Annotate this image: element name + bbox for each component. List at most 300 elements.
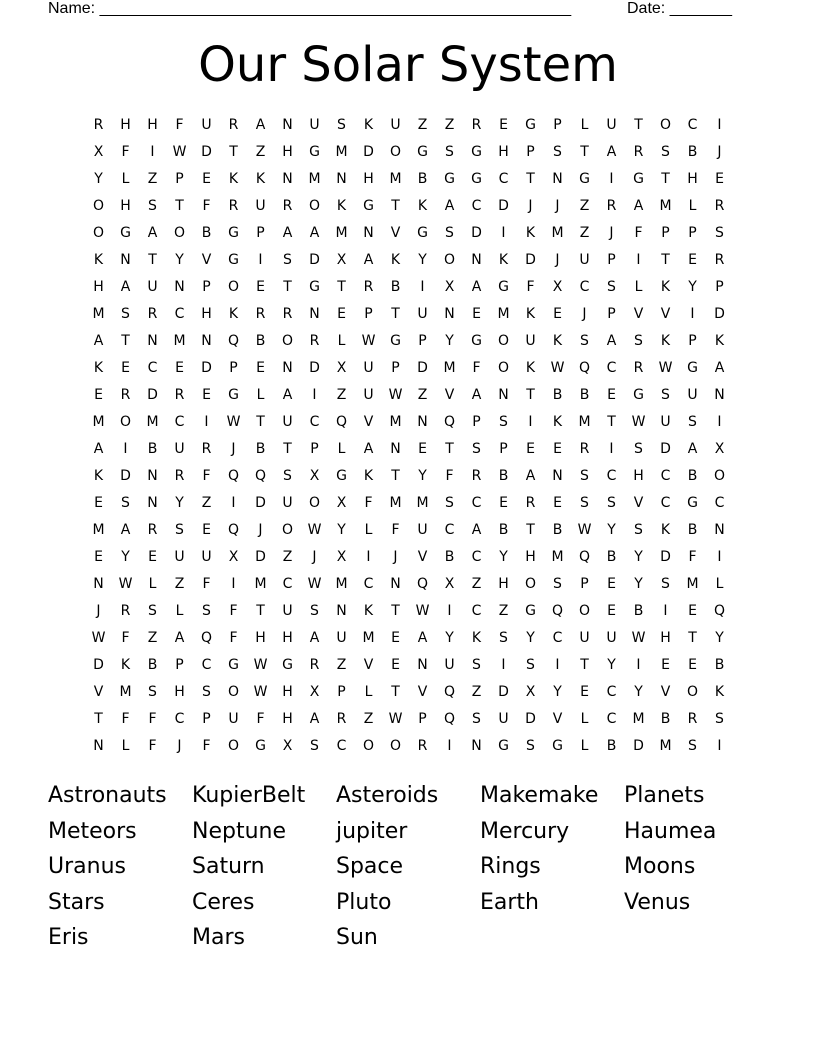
grid-letter[interactable]: N (498, 387, 509, 403)
grid-letter[interactable]: P (256, 225, 265, 241)
grid-letter[interactable]: M (335, 576, 348, 592)
grid-letter[interactable]: G (336, 468, 347, 484)
grid-letter[interactable]: H (633, 468, 644, 484)
grid-letter[interactable]: E (418, 441, 427, 457)
grid-letter[interactable]: J (231, 441, 236, 457)
grid-letter[interactable]: R (417, 738, 428, 754)
grid-letter[interactable]: O (389, 144, 402, 160)
grid-letter[interactable]: T (661, 171, 670, 187)
grid-letter[interactable]: C (363, 576, 374, 592)
grid-letter[interactable]: P (202, 711, 211, 727)
grid-letter[interactable]: O (389, 738, 402, 754)
grid-letter[interactable]: Z (255, 144, 266, 160)
grid-letter[interactable]: G (498, 279, 509, 295)
grid-letter[interactable]: U (606, 117, 617, 133)
grid-letter[interactable]: E (175, 360, 184, 376)
grid-letter[interactable]: F (202, 468, 211, 484)
grid-letter[interactable]: S (580, 495, 589, 511)
grid-letter[interactable]: B (498, 468, 509, 484)
grid-letter[interactable]: U (228, 711, 239, 727)
grid-letter[interactable]: G (228, 225, 239, 241)
grid-letter[interactable]: J (555, 252, 560, 268)
grid-letter[interactable]: F (202, 576, 211, 592)
grid-letter[interactable]: T (391, 198, 400, 214)
grid-letter[interactable]: T (283, 441, 292, 457)
grid-letter[interactable]: H (282, 630, 293, 646)
grid-letter[interactable]: A (120, 279, 131, 295)
grid-letter[interactable]: D (525, 252, 536, 268)
grid-letter[interactable]: R (687, 711, 698, 727)
grid-letter[interactable]: N (336, 603, 347, 619)
grid-letter[interactable]: X (714, 441, 725, 457)
grid-letter[interactable]: R (255, 306, 266, 322)
grid-letter[interactable]: J (177, 738, 182, 754)
grid-letter[interactable]: S (499, 630, 508, 646)
grid-letter[interactable]: Q (335, 414, 348, 430)
grid-letter[interactable]: W (118, 576, 133, 592)
grid-letter[interactable]: W (388, 711, 403, 727)
grid-letter[interactable]: Y (175, 252, 184, 268)
grid-letter[interactable]: N (282, 360, 293, 376)
grid-letter[interactable]: G (363, 198, 374, 214)
grid-letter[interactable]: G (417, 144, 428, 160)
date-field-label[interactable]: Date: _______ (627, 0, 732, 17)
grid-letter[interactable]: P (607, 252, 616, 268)
grid-letter[interactable]: C (471, 495, 482, 511)
grid-letter[interactable]: N (471, 738, 482, 754)
grid-letter[interactable]: T (445, 441, 454, 457)
grid-letter[interactable]: E (526, 441, 535, 457)
grid-letter[interactable]: T (391, 306, 400, 322)
grid-letter[interactable]: E (553, 306, 562, 322)
grid-letter[interactable]: G (633, 387, 644, 403)
grid-letter[interactable]: V (93, 684, 104, 700)
grid-letter[interactable]: U (525, 333, 536, 349)
grid-letter[interactable]: N (336, 171, 347, 187)
grid-letter[interactable]: K (417, 198, 428, 214)
grid-letter[interactable]: Z (579, 198, 590, 214)
grid-letter[interactable]: C (201, 657, 212, 673)
grid-letter[interactable]: L (364, 684, 373, 700)
grid-letter[interactable]: Q (227, 333, 240, 349)
grid-letter[interactable]: G (471, 171, 482, 187)
grid-letter[interactable]: Y (688, 279, 697, 295)
grid-letter[interactable]: E (202, 522, 211, 538)
grid-letter[interactable]: G (687, 495, 698, 511)
grid-letter[interactable]: O (281, 333, 294, 349)
grid-letter[interactable]: B (687, 468, 698, 484)
grid-letter[interactable]: Q (200, 630, 213, 646)
grid-letter[interactable]: D (633, 738, 644, 754)
grid-letter[interactable]: T (391, 684, 400, 700)
name-field-label[interactable]: Name: _____________________________________________________ (48, 0, 572, 17)
grid-letter[interactable]: R (93, 117, 104, 133)
grid-letter[interactable]: D (498, 684, 509, 700)
grid-letter[interactable]: P (715, 279, 724, 295)
grid-letter[interactable]: S (688, 414, 697, 430)
grid-letter[interactable]: O (362, 738, 375, 754)
grid-letter[interactable]: J (717, 144, 722, 160)
grid-letter[interactable]: A (120, 522, 131, 538)
grid-letter[interactable]: U (390, 117, 401, 133)
grid-letter[interactable]: N (93, 576, 104, 592)
grid-letter[interactable]: E (256, 279, 265, 295)
grid-letter[interactable]: K (498, 252, 509, 268)
grid-letter[interactable]: S (634, 441, 643, 457)
grid-letter[interactable]: W (388, 387, 403, 403)
grid-letter[interactable]: P (499, 441, 508, 457)
grid-letter[interactable]: T (580, 657, 589, 673)
grid-letter[interactable]: O (497, 333, 510, 349)
grid-letter[interactable]: H (120, 117, 131, 133)
grid-letter[interactable]: U (147, 279, 158, 295)
grid-letter[interactable]: R (606, 198, 617, 214)
grid-letter[interactable]: I (420, 279, 425, 295)
grid-letter[interactable]: N (147, 495, 158, 511)
grid-letter[interactable]: T (391, 468, 400, 484)
grid-letter[interactable]: C (471, 198, 482, 214)
grid-letter[interactable]: V (633, 495, 644, 511)
grid-letter[interactable]: A (282, 387, 293, 403)
grid-letter[interactable]: I (150, 144, 155, 160)
grid-letter[interactable]: S (715, 711, 724, 727)
grid-letter[interactable]: G (525, 603, 536, 619)
grid-letter[interactable]: N (282, 171, 293, 187)
grid-letter[interactable]: B (579, 387, 590, 403)
grid-letter[interactable]: X (336, 495, 347, 511)
grid-letter[interactable]: F (526, 279, 535, 295)
grid-letter[interactable]: U (498, 711, 509, 727)
grid-letter[interactable]: O (227, 279, 240, 295)
grid-letter[interactable]: H (498, 576, 509, 592)
grid-letter[interactable]: G (525, 117, 536, 133)
grid-letter[interactable]: B (498, 522, 509, 538)
grid-letter[interactable]: S (202, 684, 211, 700)
grid-letter[interactable]: S (526, 738, 535, 754)
grid-letter[interactable]: A (147, 225, 158, 241)
grid-letter[interactable]: C (471, 603, 482, 619)
grid-letter[interactable]: R (471, 468, 482, 484)
grid-letter[interactable]: O (308, 495, 321, 511)
grid-letter[interactable]: G (444, 171, 455, 187)
grid-letter[interactable]: G (228, 387, 239, 403)
grid-letter[interactable]: A (444, 198, 455, 214)
grid-letter[interactable]: K (660, 333, 671, 349)
grid-letter[interactable]: Q (227, 522, 240, 538)
grid-letter[interactable]: W (172, 144, 187, 160)
grid-letter[interactable]: M (551, 225, 564, 241)
grid-letter[interactable]: N (282, 117, 293, 133)
grid-letter[interactable]: P (364, 306, 373, 322)
grid-letter[interactable]: R (633, 144, 644, 160)
grid-letter[interactable]: B (552, 522, 563, 538)
grid-letter[interactable]: Q (227, 468, 240, 484)
grid-letter[interactable]: L (715, 576, 724, 592)
grid-letter[interactable]: O (308, 198, 321, 214)
grid-letter[interactable]: H (525, 549, 536, 565)
grid-letter[interactable]: I (609, 441, 614, 457)
grid-letter[interactable]: G (390, 333, 401, 349)
grid-letter[interactable]: S (607, 495, 616, 511)
grid-letter[interactable]: M (632, 711, 645, 727)
grid-letter[interactable]: W (415, 603, 430, 619)
grid-letter[interactable]: Z (147, 171, 158, 187)
grid-letter[interactable]: S (472, 711, 481, 727)
grid-letter[interactable]: E (607, 576, 616, 592)
grid-letter[interactable]: S (607, 279, 616, 295)
grid-letter[interactable]: C (174, 306, 185, 322)
grid-letter[interactable]: G (417, 225, 428, 241)
grid-letter[interactable]: E (499, 117, 508, 133)
grid-letter[interactable]: E (391, 657, 400, 673)
grid-letter[interactable]: Y (553, 684, 562, 700)
grid-letter[interactable]: U (363, 387, 374, 403)
grid-letter[interactable]: V (660, 306, 671, 322)
grid-letter[interactable]: D (201, 360, 212, 376)
grid-letter[interactable]: U (201, 117, 212, 133)
grid-letter[interactable]: U (336, 630, 347, 646)
grid-letter[interactable]: P (553, 117, 562, 133)
grid-letter[interactable]: Q (578, 360, 591, 376)
grid-letter[interactable]: A (714, 360, 725, 376)
grid-letter[interactable]: V (363, 414, 374, 430)
grid-letter[interactable]: Z (363, 711, 374, 727)
grid-letter[interactable]: I (663, 603, 668, 619)
grid-letter[interactable]: G (228, 657, 239, 673)
grid-letter[interactable]: V (417, 549, 428, 565)
grid-letter[interactable]: F (472, 360, 481, 376)
grid-letter[interactable]: N (714, 387, 725, 403)
grid-letter[interactable]: K (336, 198, 347, 214)
grid-letter[interactable]: H (363, 171, 374, 187)
grid-letter[interactable]: Y (418, 468, 427, 484)
grid-letter[interactable]: D (714, 306, 725, 322)
grid-letter[interactable]: E (94, 495, 103, 511)
grid-letter[interactable]: S (472, 657, 481, 673)
grid-letter[interactable]: T (661, 252, 670, 268)
grid-letter[interactable]: O (686, 684, 699, 700)
grid-letter[interactable]: N (363, 225, 374, 241)
grid-letter[interactable]: F (364, 495, 373, 511)
grid-letter[interactable]: F (229, 603, 238, 619)
grid-letter[interactable]: A (309, 630, 320, 646)
grid-letter[interactable]: R (228, 117, 239, 133)
grid-letter[interactable]: O (443, 252, 456, 268)
grid-letter[interactable]: B (255, 333, 266, 349)
grid-letter[interactable]: X (309, 468, 320, 484)
grid-letter[interactable]: E (256, 360, 265, 376)
grid-letter[interactable]: U (444, 657, 455, 673)
grid-letter[interactable]: J (555, 198, 560, 214)
grid-letter[interactable]: I (555, 657, 560, 673)
grid-letter[interactable]: O (578, 603, 591, 619)
grid-letter[interactable]: S (715, 225, 724, 241)
grid-letter[interactable]: W (577, 522, 592, 538)
grid-letter[interactable]: C (660, 495, 671, 511)
grid-letter[interactable]: E (607, 603, 616, 619)
grid-letter[interactable]: L (337, 333, 346, 349)
grid-letter[interactable]: H (282, 711, 293, 727)
grid-letter[interactable]: S (310, 738, 319, 754)
grid-letter[interactable]: N (714, 522, 725, 538)
grid-letter[interactable]: W (658, 360, 673, 376)
grid-letter[interactable]: I (528, 414, 533, 430)
grid-letter[interactable]: E (202, 171, 211, 187)
grid-letter[interactable]: F (229, 630, 238, 646)
grid-letter[interactable]: U (687, 387, 698, 403)
grid-letter[interactable]: T (175, 198, 184, 214)
grid-letter[interactable]: E (121, 360, 130, 376)
grid-letter[interactable]: Y (121, 549, 130, 565)
grid-letter[interactable]: R (309, 657, 320, 673)
grid-letter[interactable]: A (309, 225, 320, 241)
grid-letter[interactable]: T (256, 414, 265, 430)
grid-letter[interactable]: Y (175, 495, 184, 511)
grid-letter[interactable]: R (282, 306, 293, 322)
grid-letter[interactable]: A (93, 333, 104, 349)
grid-letter[interactable]: F (445, 468, 454, 484)
grid-letter[interactable]: T (607, 414, 616, 430)
grid-letter[interactable]: L (121, 738, 130, 754)
grid-letter[interactable]: K (363, 117, 374, 133)
grid-letter[interactable]: W (361, 333, 376, 349)
grid-letter[interactable]: M (659, 198, 672, 214)
grid-letter[interactable]: N (147, 333, 158, 349)
grid-letter[interactable]: X (336, 360, 347, 376)
grid-letter[interactable]: Z (417, 117, 428, 133)
grid-letter[interactable]: M (578, 414, 591, 430)
grid-letter[interactable]: F (634, 225, 643, 241)
grid-letter[interactable]: T (526, 387, 535, 403)
grid-letter[interactable]: G (255, 738, 266, 754)
grid-letter[interactable]: C (336, 738, 347, 754)
grid-letter[interactable]: I (231, 495, 236, 511)
grid-letter[interactable]: D (309, 360, 320, 376)
grid-letter[interactable]: Y (499, 549, 508, 565)
grid-letter[interactable]: Y (94, 171, 103, 187)
grid-letter[interactable]: O (281, 522, 294, 538)
grid-letter[interactable]: H (201, 306, 212, 322)
grid-letter[interactable]: Z (336, 387, 347, 403)
grid-letter[interactable]: R (174, 468, 185, 484)
grid-letter[interactable]: T (148, 252, 157, 268)
grid-letter[interactable]: S (553, 576, 562, 592)
grid-letter[interactable]: X (444, 576, 455, 592)
grid-letter[interactable]: N (552, 171, 563, 187)
grid-letter[interactable]: I (690, 306, 695, 322)
grid-letter[interactable]: U (309, 117, 320, 133)
grid-letter[interactable]: I (366, 549, 371, 565)
grid-letter[interactable]: R (120, 387, 131, 403)
grid-letter[interactable]: B (444, 549, 455, 565)
grid-letter[interactable]: W (550, 360, 565, 376)
grid-letter[interactable]: P (337, 684, 346, 700)
grid-letter[interactable]: M (389, 171, 402, 187)
grid-letter[interactable]: G (687, 360, 698, 376)
grid-letter[interactable]: V (444, 387, 455, 403)
grid-letter[interactable]: U (201, 549, 212, 565)
grid-letter[interactable]: U (417, 306, 428, 322)
grid-letter[interactable]: M (389, 495, 402, 511)
grid-letter[interactable]: C (552, 630, 563, 646)
grid-letter[interactable]: K (363, 603, 374, 619)
grid-letter[interactable]: F (148, 738, 157, 754)
grid-letter[interactable]: M (308, 171, 321, 187)
grid-letter[interactable]: L (634, 279, 643, 295)
grid-letter[interactable]: P (310, 441, 319, 457)
grid-letter[interactable]: I (258, 252, 263, 268)
grid-letter[interactable]: L (580, 117, 589, 133)
grid-letter[interactable]: U (363, 360, 374, 376)
grid-letter[interactable]: A (174, 630, 185, 646)
grid-letter[interactable]: O (92, 198, 105, 214)
grid-letter[interactable]: Z (201, 495, 212, 511)
grid-letter[interactable]: S (445, 144, 454, 160)
grid-letter[interactable]: T (526, 522, 535, 538)
grid-letter[interactable]: N (417, 657, 428, 673)
grid-letter[interactable]: Q (416, 576, 429, 592)
grid-letter[interactable]: V (417, 684, 428, 700)
grid-letter[interactable]: G (309, 144, 320, 160)
grid-letter[interactable]: S (148, 603, 157, 619)
grid-letter[interactable]: L (148, 576, 157, 592)
grid-letter[interactable]: V (660, 684, 671, 700)
grid-letter[interactable]: L (175, 603, 184, 619)
grid-letter[interactable]: A (525, 468, 536, 484)
grid-letter[interactable]: U (282, 414, 293, 430)
grid-letter[interactable]: F (256, 711, 265, 727)
grid-letter[interactable]: R (336, 711, 347, 727)
grid-letter[interactable]: X (552, 279, 563, 295)
grid-letter[interactable]: I (231, 576, 236, 592)
grid-letter[interactable]: Y (418, 252, 427, 268)
grid-letter[interactable]: L (121, 171, 130, 187)
grid-letter[interactable]: F (148, 711, 157, 727)
grid-letter[interactable]: B (552, 387, 563, 403)
grid-letter[interactable]: Y (607, 657, 616, 673)
grid-letter[interactable]: G (552, 738, 563, 754)
grid-letter[interactable]: Y (445, 630, 454, 646)
grid-letter[interactable]: A (471, 522, 482, 538)
grid-letter[interactable]: I (717, 738, 722, 754)
grid-letter[interactable]: Z (471, 684, 482, 700)
grid-letter[interactable]: S (580, 468, 589, 484)
grid-letter[interactable]: I (447, 603, 452, 619)
grid-letter[interactable]: U (579, 252, 590, 268)
grid-letter[interactable]: H (687, 171, 698, 187)
grid-letter[interactable]: Q (551, 603, 564, 619)
grid-letter[interactable]: F (121, 144, 130, 160)
grid-letter[interactable]: O (227, 738, 240, 754)
grid-letter[interactable]: J (528, 198, 533, 214)
grid-letter[interactable]: C (174, 711, 185, 727)
grid-letter[interactable]: D (471, 225, 482, 241)
grid-letter[interactable]: M (659, 738, 672, 754)
grid-letter[interactable]: X (228, 549, 239, 565)
grid-letter[interactable]: Y (634, 549, 643, 565)
grid-letter[interactable]: P (688, 333, 697, 349)
grid-letter[interactable]: N (417, 414, 428, 430)
grid-letter[interactable]: B (633, 603, 644, 619)
grid-letter[interactable]: F (121, 630, 130, 646)
grid-letter[interactable]: M (335, 144, 348, 160)
grid-letter[interactable]: E (202, 387, 211, 403)
grid-letter[interactable]: G (120, 225, 131, 241)
grid-letter[interactable]: E (391, 630, 400, 646)
grid-letter[interactable]: S (580, 333, 589, 349)
grid-letter[interactable]: K (255, 171, 266, 187)
grid-letter[interactable]: P (472, 414, 481, 430)
